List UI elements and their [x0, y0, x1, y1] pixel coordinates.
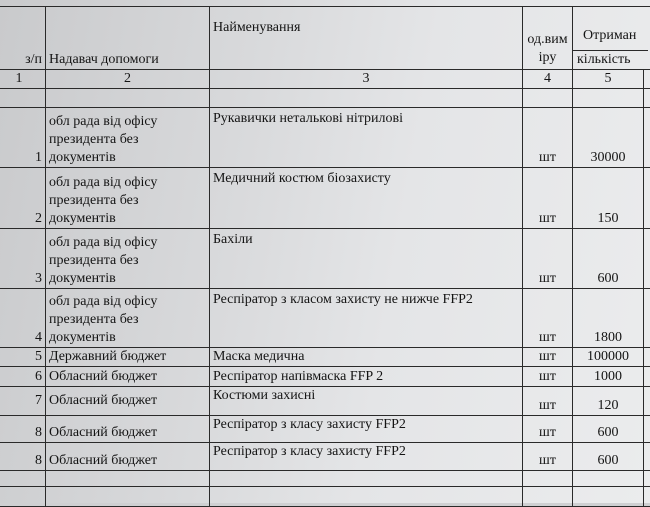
table-row	[0, 289, 650, 348]
row-item-name: Респіратор напівмаска FFP 2	[210, 367, 523, 387]
row-unit: шт	[523, 416, 573, 443]
row-qty: 120	[573, 387, 644, 416]
row-donor: Обласний бюджет	[46, 367, 210, 387]
index-cell: 2	[46, 70, 210, 89]
table-row	[0, 387, 650, 416]
table-row	[0, 168, 650, 229]
row-number: 4	[0, 289, 46, 348]
table-row	[0, 348, 650, 367]
index-row	[0, 70, 650, 89]
row-donor: Обласний бюджет	[46, 387, 210, 416]
row-qty: 600	[573, 229, 644, 289]
row-donor: Обласний бюджет	[46, 416, 210, 443]
row-number: 7	[0, 387, 46, 416]
header-row	[0, 7, 650, 70]
row-unit: шт	[523, 229, 573, 289]
row-donor: обл рада від офісу президента без документів	[46, 289, 210, 348]
aid-table	[0, 6, 650, 507]
empty-row	[0, 471, 650, 487]
row-donor: обл рада від офісу президента без документів	[46, 229, 210, 289]
header-received: Отриман	[573, 27, 650, 45]
table-row	[0, 367, 650, 387]
row-donor: обл рада від офісу президента без документів	[46, 108, 210, 168]
row-item-name: Респіратор з класом захисту не нижче FFP2	[210, 289, 523, 348]
row-qty: 30000	[573, 108, 644, 168]
header-qty: кількість	[573, 50, 648, 69]
row-item-name: Костюми захисні	[210, 387, 523, 416]
row-number: 2	[0, 168, 46, 229]
row-qty: 150	[573, 168, 644, 229]
row-unit: шт	[523, 387, 573, 416]
row-unit: шт	[523, 348, 573, 367]
index-cell: 5	[573, 70, 644, 89]
index-cell: 3	[210, 70, 523, 89]
row-item-name: Медичний костюм біозахисту	[210, 168, 523, 229]
index-cell: 4	[523, 70, 573, 89]
header-num: з/п	[0, 7, 46, 70]
row-unit: шт	[523, 443, 573, 471]
row-donor: обл рада від офісу президента без документів	[46, 168, 210, 229]
row-unit: шт	[523, 367, 573, 387]
empty-row	[0, 487, 650, 507]
row-item-name: Респіратор з класу захисту FFP2	[210, 416, 523, 443]
row-qty: 600	[573, 443, 644, 471]
row-item-name: Рукавички неталькові нітрилові	[210, 108, 523, 168]
row-number: 5	[0, 348, 46, 367]
table-row	[0, 416, 650, 443]
header-unit: од.вим іру	[523, 7, 573, 70]
table-row	[0, 108, 650, 168]
row-donor: Державний бюджет	[46, 348, 210, 367]
index-cell-empty	[644, 70, 650, 89]
row-donor: Обласний бюджет	[46, 443, 210, 471]
row-number: 1	[0, 108, 46, 168]
row-item-name: Бахіли	[210, 229, 523, 289]
row-unit: шт	[523, 168, 573, 229]
row-qty: 100000	[573, 348, 644, 367]
header-donor: Надавач допомоги	[46, 7, 210, 70]
row-item-name: Маска медична	[210, 348, 523, 367]
row-qty: 600	[573, 416, 644, 443]
header-name: Найменування	[210, 7, 523, 70]
table-row	[0, 229, 650, 289]
row-number: 3	[0, 229, 46, 289]
header-received-cell	[573, 7, 650, 70]
spacer-row	[0, 89, 650, 108]
row-item-name: Респіратор з класу захисту FFP2	[210, 443, 523, 471]
row-qty: 1000	[573, 367, 644, 387]
index-cell: 1	[0, 70, 46, 89]
row-unit: шт	[523, 108, 573, 168]
row-number: 8	[0, 443, 46, 471]
row-number: 8	[0, 416, 46, 443]
table-row	[0, 443, 650, 471]
row-qty: 1800	[573, 289, 644, 348]
row-unit: шт	[523, 289, 573, 348]
row-number: 6	[0, 367, 46, 387]
